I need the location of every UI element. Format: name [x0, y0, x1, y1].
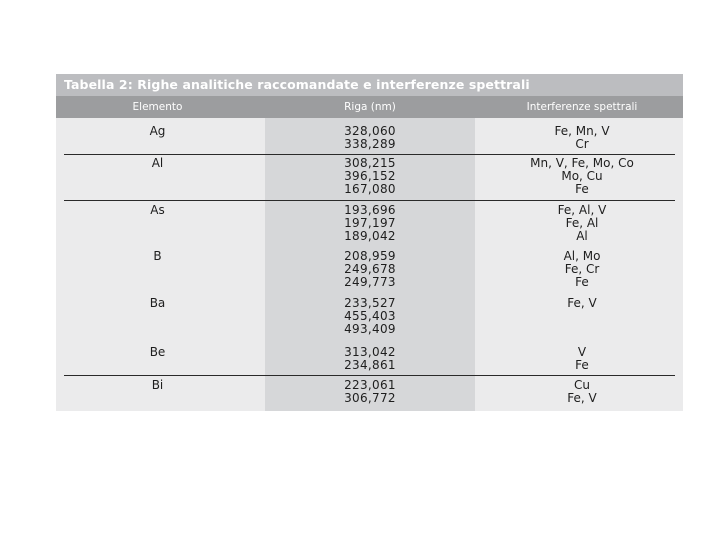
element-cell: Al — [151, 156, 164, 170]
element-cell: Ag — [149, 124, 166, 138]
interference-cell: Cu Fe, V — [567, 378, 597, 405]
line-cell: 223,061 306,772 — [344, 378, 396, 405]
interference-cell: V Fe — [575, 345, 589, 372]
column-header-element: Elemento — [132, 101, 183, 113]
table-header-row — [56, 96, 683, 118]
element-cell: B — [153, 249, 162, 263]
line-cell: 328,060 338,289 — [344, 124, 396, 151]
interference-cell: Al, Mo Fe, Cr Fe — [563, 249, 601, 289]
line-cell: 233,527 455,403 493,409 — [344, 296, 396, 336]
line-cell: 208,959 249,678 249,773 — [344, 249, 396, 289]
line-cell: 313,042 234,861 — [344, 345, 396, 372]
interference-cell: Mn, V, Fe, Mo, Co Mo, Cu Fe — [530, 156, 634, 196]
interference-cell: Fe, Al, V Fe, Al Al — [557, 203, 607, 243]
interference-cell: Fe, Mn, V Cr — [554, 124, 610, 151]
element-cell: Bi — [151, 378, 164, 392]
line-cell: 308,215 396,152 167,080 — [344, 156, 396, 196]
element-cell: Ba — [149, 296, 166, 310]
element-cell: As — [150, 203, 165, 217]
column-header-interferences: Interferenze spettrali — [526, 101, 638, 113]
row-divider — [64, 200, 675, 201]
table-title: Tabella 2: Righe analitiche raccomandate e interferenze spettrali — [56, 74, 683, 96]
analytical-lines-table — [56, 74, 683, 411]
row-divider — [64, 154, 675, 155]
column-header-line: Riga (nm) — [344, 101, 396, 113]
row-divider — [64, 375, 675, 376]
interference-cell: Fe, V — [567, 296, 597, 310]
line-cell: 193,696 197,197 189,042 — [344, 203, 396, 243]
element-cell: Be — [149, 345, 166, 359]
